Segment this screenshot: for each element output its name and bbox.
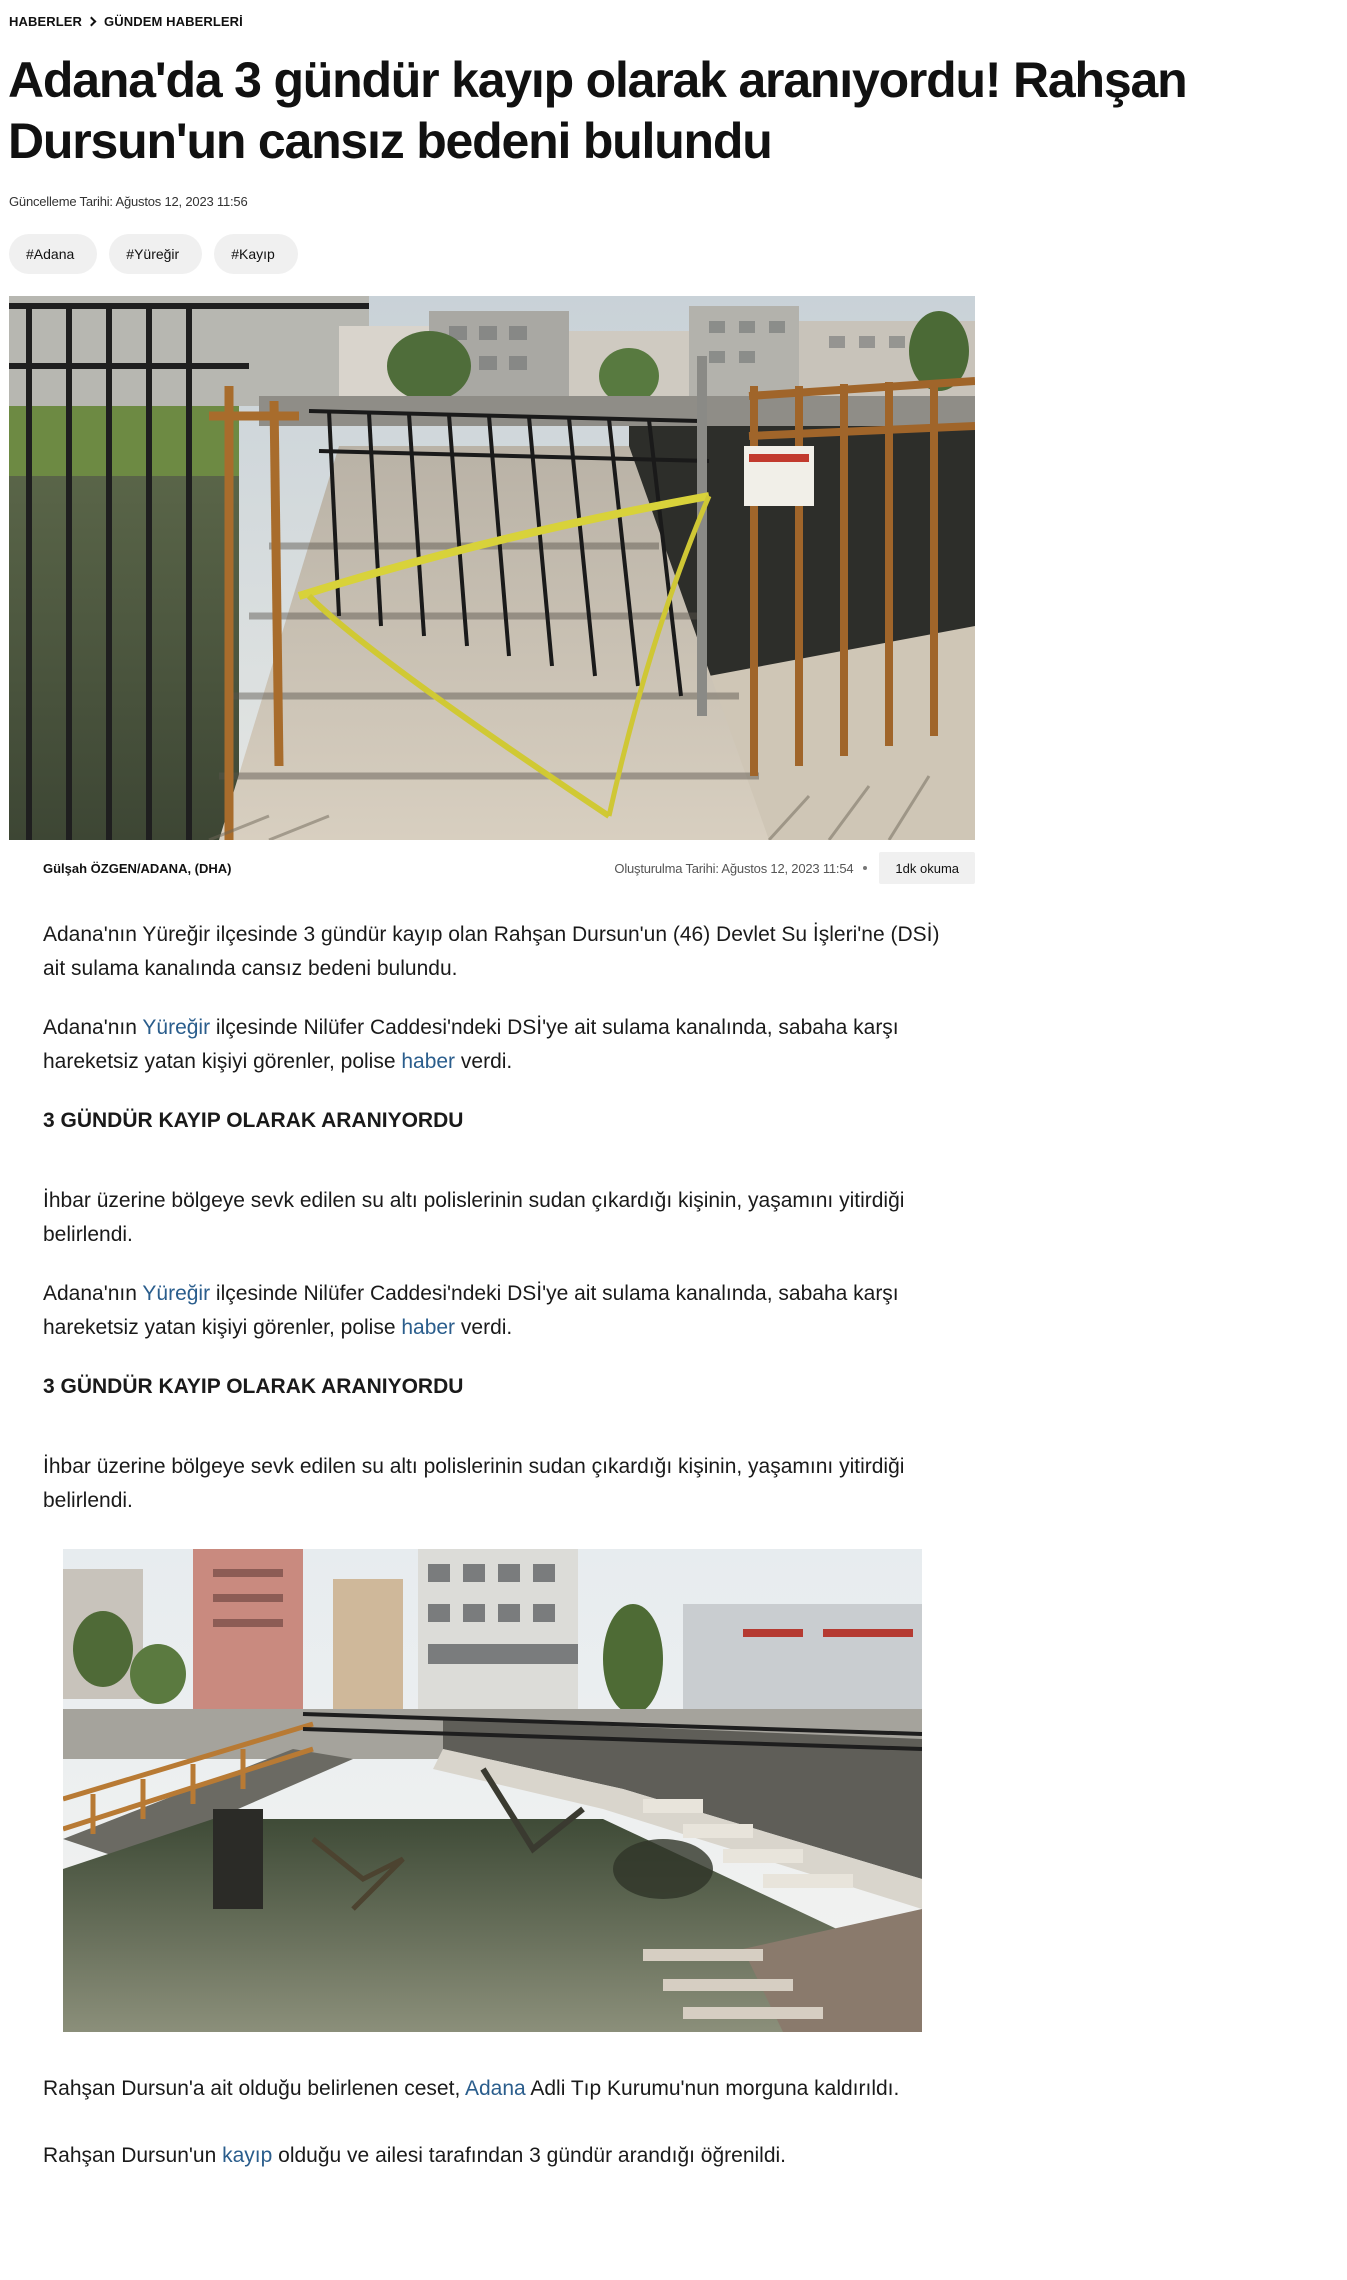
text-segment: verdi. xyxy=(455,1050,513,1073)
article-subheading: 3 GÜNDÜR KAYIP OLARAK ARANIYORDU xyxy=(43,1109,464,1132)
chevron-right-icon xyxy=(87,17,97,27)
text-segment: Rahşan Dursun'a ait olduğu belirlenen ceset, xyxy=(43,2077,465,2100)
breadcrumb-home-link[interactable]: HABERLER xyxy=(9,14,83,29)
tag-list xyxy=(9,234,298,274)
hero-photo xyxy=(9,296,975,840)
text-segment: Adana'nın xyxy=(43,1282,143,1305)
link-yuregir[interactable]: Yüreğir xyxy=(142,1282,211,1305)
article-paragraph xyxy=(43,2139,943,2173)
separator-dot xyxy=(863,866,867,870)
canal-photo xyxy=(63,1549,922,2032)
breadcrumb xyxy=(9,14,243,29)
article-body-continued xyxy=(43,2072,943,2206)
link-adana[interactable]: Adana xyxy=(464,2077,526,2100)
text-segment: Adli Tıp Kurumu'nun morguna kaldırıldı. xyxy=(525,2077,900,2100)
text-segment: ilçesinde Nilüfer Caddesi'ndeki DSİ'ye ait sulama kanalında, sabaha karşı hareketsiz yatan kişiyi görenler, polise xyxy=(43,1282,899,1339)
tag-adana[interactable]: #Adana xyxy=(9,234,97,274)
meta-row xyxy=(614,852,975,884)
article-paragraph xyxy=(43,1011,943,1079)
text-segment: Adana'nın xyxy=(43,1016,143,1039)
read-time-badge: 1dk okuma xyxy=(879,852,975,884)
text-segment: Rahşan Dursun'un xyxy=(43,2144,223,2167)
link-haber[interactable]: haber xyxy=(401,1316,456,1339)
tag-kayip[interactable]: #Kayıp xyxy=(214,234,298,274)
breadcrumb-section-link[interactable]: GÜNDEM HABERLERİ xyxy=(104,14,243,29)
article-subheading: 3 GÜNDÜR KAYIP OLARAK ARANIYORDU xyxy=(43,1375,464,1398)
updated-date: Güncelleme Tarihi: Ağustos 12, 2023 11:56 xyxy=(9,194,248,209)
text-segment: olduğu ve ailesi tarafından 3 gündür arandığı öğrenildi. xyxy=(272,2144,787,2167)
article-body xyxy=(43,918,943,1543)
text-segment: verdi. xyxy=(455,1316,513,1339)
article-paragraph xyxy=(43,1277,943,1345)
article-paragraph: Adana'nın Yüreğir ilçesinde 3 gündür kayıp olan Rahşan Dursun'un (46) Devlet Su İşleri'ne (DSİ) ait sulama kanalında cansız bedeni bulundu. xyxy=(43,923,940,980)
link-haber[interactable]: haber xyxy=(401,1050,456,1073)
created-date: Oluşturulma Tarihi: Ağustos 12, 2023 11:54 xyxy=(614,860,854,876)
text-segment: ilçesinde Nilüfer Caddesi'ndeki DSİ'ye ait sulama kanalında, sabaha karşı hareketsiz yatan kişiyi görenler, polise xyxy=(43,1016,899,1073)
article-paragraph: İhbar üzerine bölgeye sevk edilen su altı polislerinin sudan çıkardığı kişinin, yaşamını yitirdiği belirlendi. xyxy=(43,1189,905,1246)
tag-yuregir[interactable]: #Yüreğir xyxy=(109,234,202,274)
article-paragraph xyxy=(43,2072,943,2106)
link-yuregir[interactable]: Yüreğir xyxy=(142,1016,211,1039)
author-name: Gülşah ÖZGEN/ADANA, (DHA) xyxy=(43,861,232,876)
link-kayip[interactable]: kayıp xyxy=(222,2144,273,2167)
article-paragraph: İhbar üzerine bölgeye sevk edilen su altı polislerinin sudan çıkardığı kişinin, yaşamını yitirdiği belirlendi. xyxy=(43,1455,905,1512)
page-title: Adana'da 3 gündür kayıp olarak aranıyordu! Rahşan Dursun'un cansız bedeni bulundu xyxy=(8,52,1187,169)
